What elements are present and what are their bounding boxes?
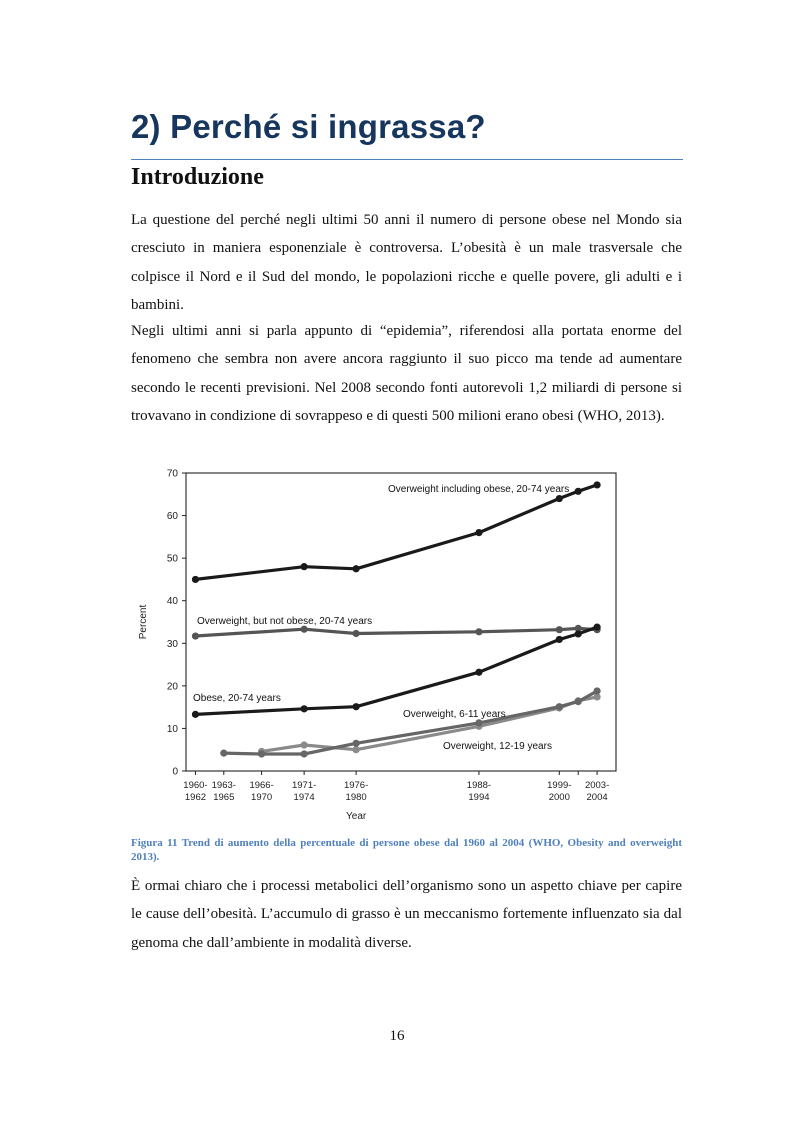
- data-point: [475, 529, 482, 536]
- y-tick-label: 20: [166, 681, 178, 693]
- x-tick-label: 1962: [184, 792, 207, 803]
- x-tick-label: 1994: [468, 792, 490, 803]
- paragraph-metabolism: È ormai chiaro che i processi metabolici dell’organismo sono un aspetto chiave per capire le cause dell’obesità. L’accumulo di grasso è un meccanismo fortemente influenzato sia dal genoma che dall’ambiente in modalità diverse.: [131, 878, 682, 951]
- x-tick-label: 2003-: [584, 780, 610, 791]
- data-point: [258, 750, 265, 757]
- data-point: [353, 703, 360, 710]
- x-tick-label: 1974: [293, 792, 315, 803]
- y-tick-label: 50: [166, 553, 178, 565]
- x-tick-label: 1970: [251, 792, 273, 803]
- data-point: [353, 746, 360, 753]
- data-point: [556, 703, 563, 710]
- data-point: [556, 495, 563, 502]
- data-point: [301, 741, 308, 748]
- data-point: [475, 628, 482, 635]
- y-tick-label: 60: [166, 511, 178, 523]
- data-point: [220, 750, 227, 757]
- series-label: Overweight, but not obese, 20-74 years: [197, 616, 373, 627]
- x-tick-label: 2004: [586, 792, 608, 803]
- x-axis-label: Year: [346, 811, 367, 822]
- page-number: 16: [389, 1028, 405, 1044]
- series-label: Obese, 20-74 years: [193, 693, 281, 704]
- data-point: [353, 740, 360, 747]
- y-axis-label: Percent: [138, 604, 149, 640]
- data-point: [475, 669, 482, 676]
- y-tick-label: 0: [172, 766, 178, 778]
- x-tick-label: 2000: [548, 792, 570, 803]
- data-point: [301, 750, 308, 757]
- series-label: Overweight including obese, 20-74 years: [388, 484, 570, 495]
- data-point: [593, 481, 600, 488]
- x-tick-label: 1960-: [183, 780, 208, 791]
- data-point: [301, 563, 308, 570]
- series-line: [196, 628, 598, 636]
- y-tick-label: 70: [166, 468, 178, 480]
- data-point: [192, 576, 199, 583]
- figure-caption: Figura 11 Trend di aumento della percentuale di persone obese dal 1960 al 2004 (WHO, Obesity and overweight 2013).: [131, 837, 682, 863]
- data-point: [353, 630, 360, 637]
- chapter-title: 2) Perché si ingrassa?: [131, 108, 486, 145]
- data-point: [192, 632, 199, 639]
- data-point: [301, 705, 308, 712]
- data-point: [353, 565, 360, 572]
- paragraph-epidemic: Negli ultimi anni si parla appunto di “epidemia”, riferendosi alla portata enorme del fenomeno che sembra non avere ancora raggiunto il suo picco ma tende ad aumentare secondo le recenti previsioni. Nel 2008 secondo fonti autorevoli 1,2 miliardi di persone si trovavano in condizione di sovrappeso e di questi 500 milioni erano obesi (WHO, 2013).: [131, 323, 682, 425]
- y-tick-label: 10: [166, 723, 178, 735]
- data-point: [575, 488, 582, 495]
- x-tick-label: 1966-: [249, 780, 274, 791]
- series-line: [196, 485, 598, 580]
- data-point: [593, 687, 600, 694]
- y-tick-label: 40: [166, 596, 178, 608]
- data-point: [556, 636, 563, 643]
- x-tick-label: 1999-: [547, 780, 572, 791]
- x-tick-label: 1980: [345, 792, 367, 803]
- x-tick-label: 1963-: [211, 780, 236, 791]
- y-tick-label: 30: [166, 638, 178, 650]
- heading-rule: [131, 159, 683, 160]
- x-tick-label: 1971-: [291, 780, 317, 791]
- x-tick-label: 1965: [213, 792, 235, 803]
- data-point: [556, 626, 563, 633]
- data-point: [475, 719, 482, 726]
- data-point: [593, 624, 600, 631]
- data-point: [575, 630, 582, 637]
- data-point: [575, 698, 582, 705]
- paragraph-intro: La questione del perché negli ultimi 50 anni il numero di persone obese nel Mondo sia cresciuto in maniera esponenziale è controversa. L’obesità è un male trasversale che colpisce il Nord e il Sud del mondo, le popolazioni ricche e quelle povere, gli adulti e i bambini.: [131, 212, 682, 314]
- obesity-trend-chart: [130, 462, 684, 832]
- obesity-trend-figure: [130, 462, 684, 832]
- data-point: [192, 711, 199, 718]
- x-tick-label: 1988-: [466, 780, 492, 791]
- x-tick-label: 1976-: [343, 780, 369, 791]
- series-label: Overweight, 12-19 years: [443, 741, 552, 752]
- section-title: Introduzione: [131, 164, 264, 190]
- series-label: Overweight, 6-11 years: [403, 709, 506, 720]
